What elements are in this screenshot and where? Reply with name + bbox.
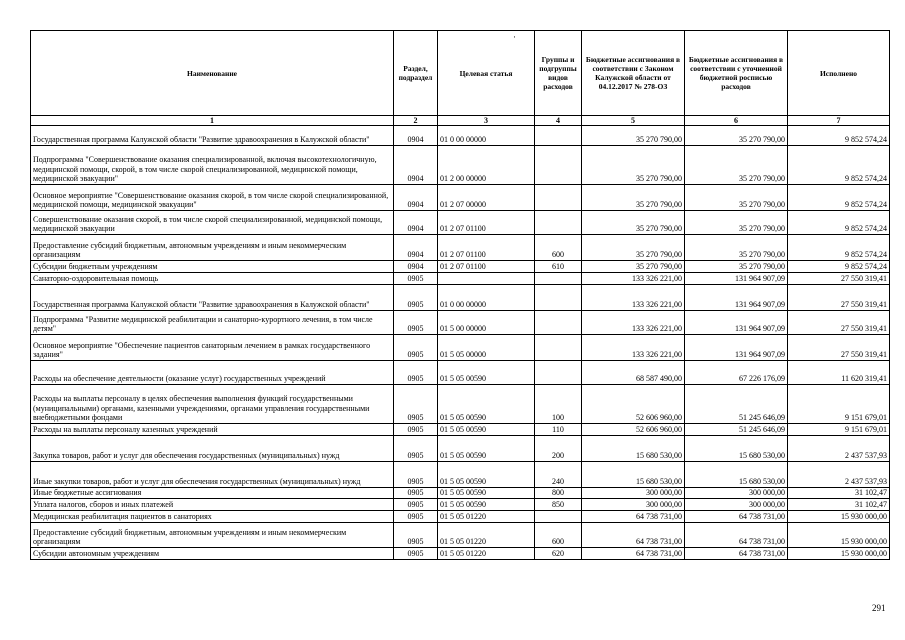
row-target: 01 5 05 00590	[438, 488, 535, 499]
row-target: 01 5 05 00590	[438, 436, 535, 462]
table-row	[31, 436, 890, 462]
row-executed-amount: 15 930 000,00	[788, 523, 890, 548]
row-law-amount: 68 587 490,00	[582, 361, 685, 385]
row-law-amount: 15 680 530,00	[582, 462, 685, 488]
row-schedule-amount: 35 270 790,00	[685, 146, 788, 185]
row-section: 0905	[394, 424, 438, 436]
row-name: Уплата налогов, сборов и иных платежей	[31, 499, 394, 511]
row-section: 0904	[394, 146, 438, 185]
row-group	[535, 311, 582, 335]
row-schedule-amount: 67 226 176,09	[685, 361, 788, 385]
table-row	[31, 499, 890, 511]
row-name: Субсидии бюджетным учреждениям	[31, 261, 394, 273]
row-section: 0905	[394, 385, 438, 424]
column-number: 5	[582, 116, 685, 126]
header-section: Раздел, подраздел	[394, 31, 438, 116]
row-target: 01 0 00 00000	[438, 285, 535, 311]
row-section: 0905	[394, 499, 438, 511]
row-section: 0905	[394, 511, 438, 523]
row-target: 01 0 00 00000	[438, 126, 535, 146]
row-target: 01 5 05 00590	[438, 385, 535, 424]
row-target: 01 2 07 00000	[438, 185, 535, 211]
row-law-amount: 133 326 221,00	[582, 311, 685, 335]
row-group: 610	[535, 261, 582, 273]
header-name: Наименование	[31, 31, 394, 116]
row-name: Расходы на обеспечение деятельности (оказание услуг) государственных учреждений	[31, 361, 394, 385]
header-schedule-allocations: Бюджетные ассигнования в соответствии с уточненной бюджетной росписью расходов	[685, 31, 788, 116]
row-section: 0905	[394, 488, 438, 499]
row-section: 0905	[394, 548, 438, 560]
stray-mark: ·	[513, 32, 516, 42]
row-law-amount: 52 606 960,00	[582, 385, 685, 424]
column-number: 6	[685, 116, 788, 126]
row-section: 0904	[394, 235, 438, 261]
row-name: Закупка товаров, работ и услуг для обеспечения государственных (муниципальных) нужд	[31, 436, 394, 462]
table-row	[31, 511, 890, 523]
table-header-row	[31, 31, 890, 116]
row-law-amount: 35 270 790,00	[582, 146, 685, 185]
row-executed-amount: 31 102,47	[788, 488, 890, 499]
row-executed-amount: 27 550 319,41	[788, 273, 890, 285]
table-row	[31, 235, 890, 261]
row-name: Расходы на выплаты персоналу в целях обеспечения выполнения функций государственными (муниципальными) органами, казенными учреждениями, органами управления государственными внебюджетными фондами	[31, 385, 394, 424]
row-group: 600	[535, 523, 582, 548]
row-group	[535, 146, 582, 185]
row-executed-amount: 15 930 000,00	[788, 511, 890, 523]
row-schedule-amount: 64 738 731,00	[685, 511, 788, 523]
row-group: 600	[535, 235, 582, 261]
row-executed-amount: 11 620 319,41	[788, 361, 890, 385]
row-section: 0904	[394, 261, 438, 273]
row-schedule-amount: 35 270 790,00	[685, 261, 788, 273]
table-row	[31, 211, 890, 235]
row-executed-amount: 9 852 574,24	[788, 235, 890, 261]
row-name: Предоставление субсидий бюджетным, автономным учреждениям и иным некоммерческим организациям	[31, 235, 394, 261]
row-group: 110	[535, 424, 582, 436]
row-schedule-amount: 300 000,00	[685, 488, 788, 499]
row-group	[535, 185, 582, 211]
table-row	[31, 311, 890, 335]
row-name: Основное мероприятие "Обеспечение пациентов санаторным лечением в рамках государственного задания"	[31, 335, 394, 361]
row-target: 01 2 00 00000	[438, 146, 535, 185]
row-schedule-amount: 64 738 731,00	[685, 523, 788, 548]
header-executed: Исполнено	[788, 31, 890, 116]
row-section: 0904	[394, 126, 438, 146]
row-law-amount: 133 326 221,00	[582, 335, 685, 361]
table-row	[31, 462, 890, 488]
column-number: 1	[31, 116, 394, 126]
budget-table	[30, 30, 890, 560]
table-row	[31, 185, 890, 211]
row-executed-amount: 9 852 574,24	[788, 126, 890, 146]
row-schedule-amount: 51 245 646,09	[685, 385, 788, 424]
header-law-allocations: Бюджетные ассигнования в соответствии с Законом Калужской области от 04.12.2017 № 278-ОЗ	[582, 31, 685, 116]
row-law-amount: 52 606 960,00	[582, 424, 685, 436]
row-group: 800	[535, 488, 582, 499]
table-row	[31, 126, 890, 146]
row-section: 0905	[394, 523, 438, 548]
row-group: 620	[535, 548, 582, 560]
row-schedule-amount: 131 964 907,09	[685, 311, 788, 335]
row-group: 850	[535, 499, 582, 511]
row-executed-amount: 9 852 574,24	[788, 261, 890, 273]
table-row	[31, 285, 890, 311]
header-target: Целевая статья	[438, 31, 535, 116]
row-law-amount: 64 738 731,00	[582, 548, 685, 560]
row-schedule-amount: 35 270 790,00	[685, 126, 788, 146]
row-group: 200	[535, 436, 582, 462]
row-name: Подпрограмма "Развитие медицинской реабилитации и санаторно-курортного лечения, в том числе детям"	[31, 311, 394, 335]
row-executed-amount: 27 550 319,41	[788, 285, 890, 311]
row-target	[438, 273, 535, 285]
row-target: 01 5 05 01220	[438, 511, 535, 523]
row-target: 01 5 05 01220	[438, 523, 535, 548]
row-law-amount: 15 680 530,00	[582, 436, 685, 462]
row-name: Государственная программа Калужской области "Развитие здравоохранения в Калужской области"	[31, 285, 394, 311]
row-executed-amount: 9 151 679,01	[788, 385, 890, 424]
row-schedule-amount: 35 270 790,00	[685, 211, 788, 235]
table-row	[31, 488, 890, 499]
row-section: 0904	[394, 211, 438, 235]
row-law-amount: 35 270 790,00	[582, 126, 685, 146]
table-row	[31, 424, 890, 436]
row-section: 0905	[394, 285, 438, 311]
row-target: 01 5 05 00000	[438, 335, 535, 361]
column-number: 2	[394, 116, 438, 126]
column-number: 7	[788, 116, 890, 126]
row-executed-amount: 9 852 574,24	[788, 146, 890, 185]
column-number: 4	[535, 116, 582, 126]
row-schedule-amount: 15 680 530,00	[685, 462, 788, 488]
row-section: 0904	[394, 185, 438, 211]
row-target: 01 5 05 00590	[438, 499, 535, 511]
row-name: Субсидии автономным учреждениям	[31, 548, 394, 560]
row-law-amount: 133 326 221,00	[582, 285, 685, 311]
row-target: 01 2 07 01100	[438, 235, 535, 261]
row-schedule-amount: 15 680 530,00	[685, 436, 788, 462]
row-section: 0905	[394, 311, 438, 335]
row-name: Санаторно-оздоровительная помощь	[31, 273, 394, 285]
row-schedule-amount: 131 964 907,09	[685, 273, 788, 285]
row-law-amount: 35 270 790,00	[582, 185, 685, 211]
row-target: 01 5 05 00590	[438, 462, 535, 488]
row-law-amount: 300 000,00	[582, 488, 685, 499]
row-law-amount: 35 270 790,00	[582, 211, 685, 235]
header-group: Группы и подгруппы видов расходов	[535, 31, 582, 116]
row-schedule-amount: 51 245 646,09	[685, 424, 788, 436]
row-group	[535, 126, 582, 146]
row-name: Расходы на выплаты персоналу казенных учреждений	[31, 424, 394, 436]
row-section: 0905	[394, 335, 438, 361]
row-law-amount: 300 000,00	[582, 499, 685, 511]
row-law-amount: 35 270 790,00	[582, 261, 685, 273]
row-schedule-amount: 131 964 907,09	[685, 335, 788, 361]
row-name: Предоставление субсидий бюджетным, автономным учреждениям и иным некоммерческим организациям	[31, 523, 394, 548]
row-name: Государственная программа Калужской области "Развитие здравоохранения в Калужской области"	[31, 126, 394, 146]
row-executed-amount: 9 852 574,24	[788, 211, 890, 235]
row-executed-amount: 2 437 537,93	[788, 436, 890, 462]
row-group	[535, 361, 582, 385]
row-name: Основное мероприятие "Совершенствование оказания скорой, в том числе скорой специализированной, медицинской помощи, медицинской эвакуации"	[31, 185, 394, 211]
row-executed-amount: 31 102,47	[788, 499, 890, 511]
row-schedule-amount: 131 964 907,09	[685, 285, 788, 311]
row-law-amount: 133 326 221,00	[582, 273, 685, 285]
table-row	[31, 146, 890, 185]
row-executed-amount: 27 550 319,41	[788, 311, 890, 335]
row-name: Совершенствование оказания скорой, в том числе скорой специализированной, медицинской помощи, медицинской эвакуации	[31, 211, 394, 235]
row-executed-amount: 9 151 679,01	[788, 424, 890, 436]
row-target: 01 5 05 00590	[438, 361, 535, 385]
table-row	[31, 335, 890, 361]
row-target: 01 2 07 01100	[438, 261, 535, 273]
column-number-row	[31, 116, 890, 126]
row-target: 01 5 05 01220	[438, 548, 535, 560]
table-row	[31, 273, 890, 285]
row-target: 01 5 05 00590	[438, 424, 535, 436]
row-law-amount: 64 738 731,00	[582, 511, 685, 523]
table-body	[31, 126, 890, 560]
page-number: 291	[872, 603, 886, 613]
table-row	[31, 361, 890, 385]
row-group	[535, 211, 582, 235]
row-executed-amount: 27 550 319,41	[788, 335, 890, 361]
row-schedule-amount: 35 270 790,00	[685, 235, 788, 261]
row-group	[535, 285, 582, 311]
row-law-amount: 35 270 790,00	[582, 235, 685, 261]
row-target: 01 2 07 01100	[438, 211, 535, 235]
table-row	[31, 261, 890, 273]
row-section: 0905	[394, 361, 438, 385]
row-group: 240	[535, 462, 582, 488]
column-number: 3	[438, 116, 535, 126]
row-schedule-amount: 300 000,00	[685, 499, 788, 511]
table-row	[31, 523, 890, 548]
row-group	[535, 335, 582, 361]
row-group	[535, 273, 582, 285]
row-executed-amount: 15 930 000,00	[788, 548, 890, 560]
row-schedule-amount: 64 738 731,00	[685, 548, 788, 560]
row-name: Подпрограмма "Совершенствование оказания специализированной, включая высокотехнологичную, медицинской помощи, скорой, в том числе скорой специализированной, медицинской помощи, медицинской эвакуации"	[31, 146, 394, 185]
table-row	[31, 385, 890, 424]
row-group	[535, 511, 582, 523]
row-group: 100	[535, 385, 582, 424]
row-law-amount: 64 738 731,00	[582, 523, 685, 548]
row-target: 01 5 00 00000	[438, 311, 535, 335]
row-executed-amount: 2 437 537,93	[788, 462, 890, 488]
table-row	[31, 548, 890, 560]
row-schedule-amount: 35 270 790,00	[685, 185, 788, 211]
row-section: 0905	[394, 462, 438, 488]
row-name: Иные бюджетные ассигнования	[31, 488, 394, 499]
row-name: Медицинская реабилитация пациентов в санаториях	[31, 511, 394, 523]
row-section: 0905	[394, 436, 438, 462]
row-name: Иные закупки товаров, работ и услуг для обеспечения государственных (муниципальных) нужд	[31, 462, 394, 488]
row-executed-amount: 9 852 574,24	[788, 185, 890, 211]
row-section: 0905	[394, 273, 438, 285]
